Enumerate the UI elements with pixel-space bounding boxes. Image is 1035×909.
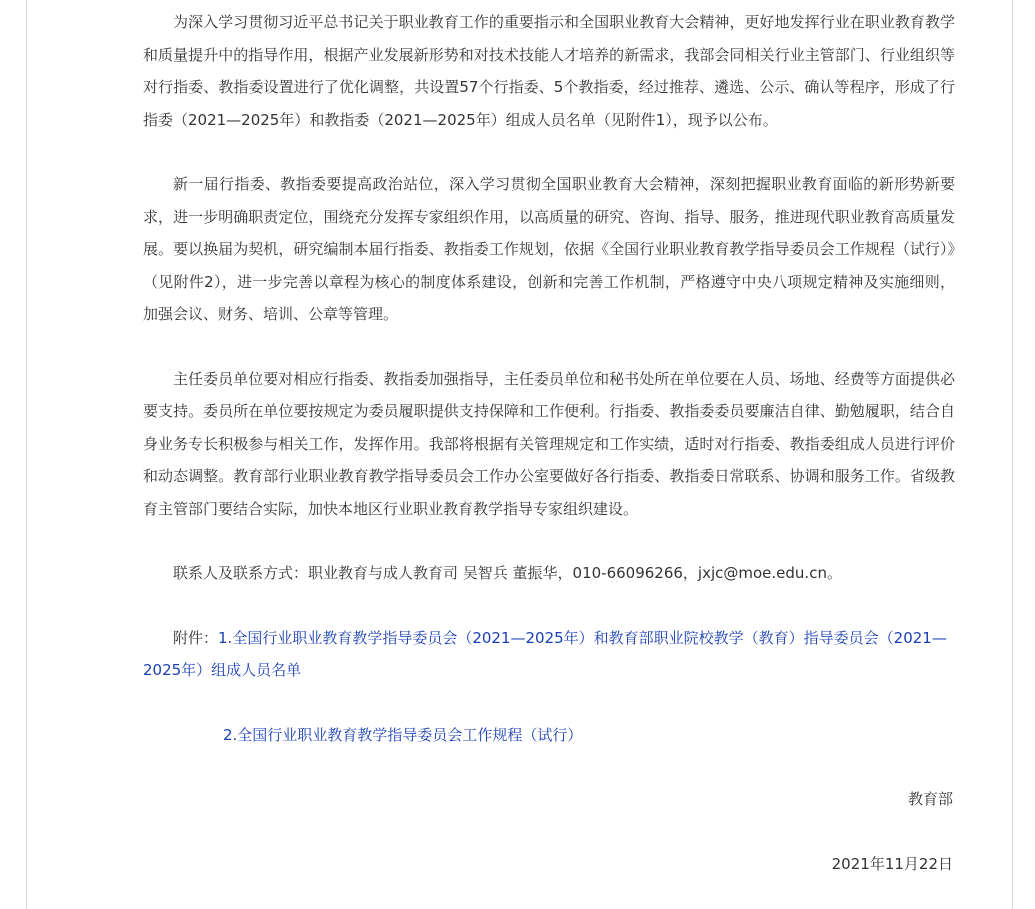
attachment-2-line — [143, 719, 955, 752]
attachment-1-line — [143, 622, 955, 687]
paragraph-gap — [143, 816, 955, 848]
attachment-1-link[interactable]: 1.全国行业职业教育教学指导委员会（2021—2025年）和教育部职业院校教学（教育）指导委员会（2021—2025年）组成人员名单 — [143, 628, 947, 679]
issue-date: 2021年11月22日 — [831, 854, 953, 873]
paragraph-gap — [143, 590, 955, 622]
paragraph-gap — [143, 687, 955, 719]
paragraph-requirements: 新一届行指委、教指委要提高政治站位，深入学习贯彻全国职业教育大会精神，深刻把握职业教育面临的新形势新要求，进一步明确职责定位，围绕充分发挥专家组织作用，以高质量的研究、咨询、指导、服务，推进现代职业教育高质量发展。要以换届为契机，研究编制本届行指委、教指委工作规划，依据《全国行业职业教育教学指导委员会工作规程（试行）》（见附件2），进一步完善以章程为核心的制度体系建设，创新和完善工作机制，严格遵守中央八项规定精神及实施细则，加强会议、财务、培训、公章等管理。 — [143, 175, 955, 323]
page-frame — [26, 0, 1013, 909]
article-body — [143, 6, 955, 880]
paragraph-gap — [143, 331, 955, 363]
paragraph-support: 主任委员单位要对相应行指委、教指委加强指导，主任委员单位和秘书处所在单位要在人员、场地、经费等方面提供必要支持。委员所在单位要按规定为委员履职提供支持保障和工作便利。行指委、教指委委员要廉洁自律、勤勉履职，结合自身业务专长积极参与相关工作，发挥作用。我部将根据有关管理规定和工作实绩，适时对行指委、教指委组成人员进行评价和动态调整。教育部行业职业教育教学指导委员会工作办公室要做好各行指委、教指委日常联系、协调和服务工作。省级教育主管部门要结合实际，加快本地区行业职业教育教学指导专家组织建设。 — [143, 369, 955, 518]
attachment-2-link[interactable]: 2.全国行业职业教育教学指导委员会工作规程（试行） — [223, 725, 583, 744]
issuer-signature: 教育部 — [907, 790, 953, 808]
paragraph-gap — [143, 525, 955, 557]
paragraph-intro: 为深入学习贯彻习近平总书记关于职业教育工作的重要指示和全国职业教育大会精神，更好地发挥行业在职业教育教学和质量提升中的指导作用，根据产业发展新形势和对技术技能人才培养的新需求，我部会同相关行业主管部门、行业组织等对行指委、教指委设置进行了优化调整，共设置57个行指委、5个教指委，经过推荐、遴选、公示、确认等程序，形成了行指委（2021—2025年）和教指委（2021—2025年）组成人员名单（见附件1），现予以公布。 — [143, 13, 955, 129]
paragraph-contact: 联系人及联系方式：职业教育与成人教育司 吴智兵 董振华，010-66096266，jxjc@moe.edu.cn。 — [173, 564, 842, 582]
attachment-prefix: 附件： — [173, 628, 219, 647]
paragraph-gap — [143, 751, 955, 783]
paragraph-gap — [143, 136, 955, 168]
